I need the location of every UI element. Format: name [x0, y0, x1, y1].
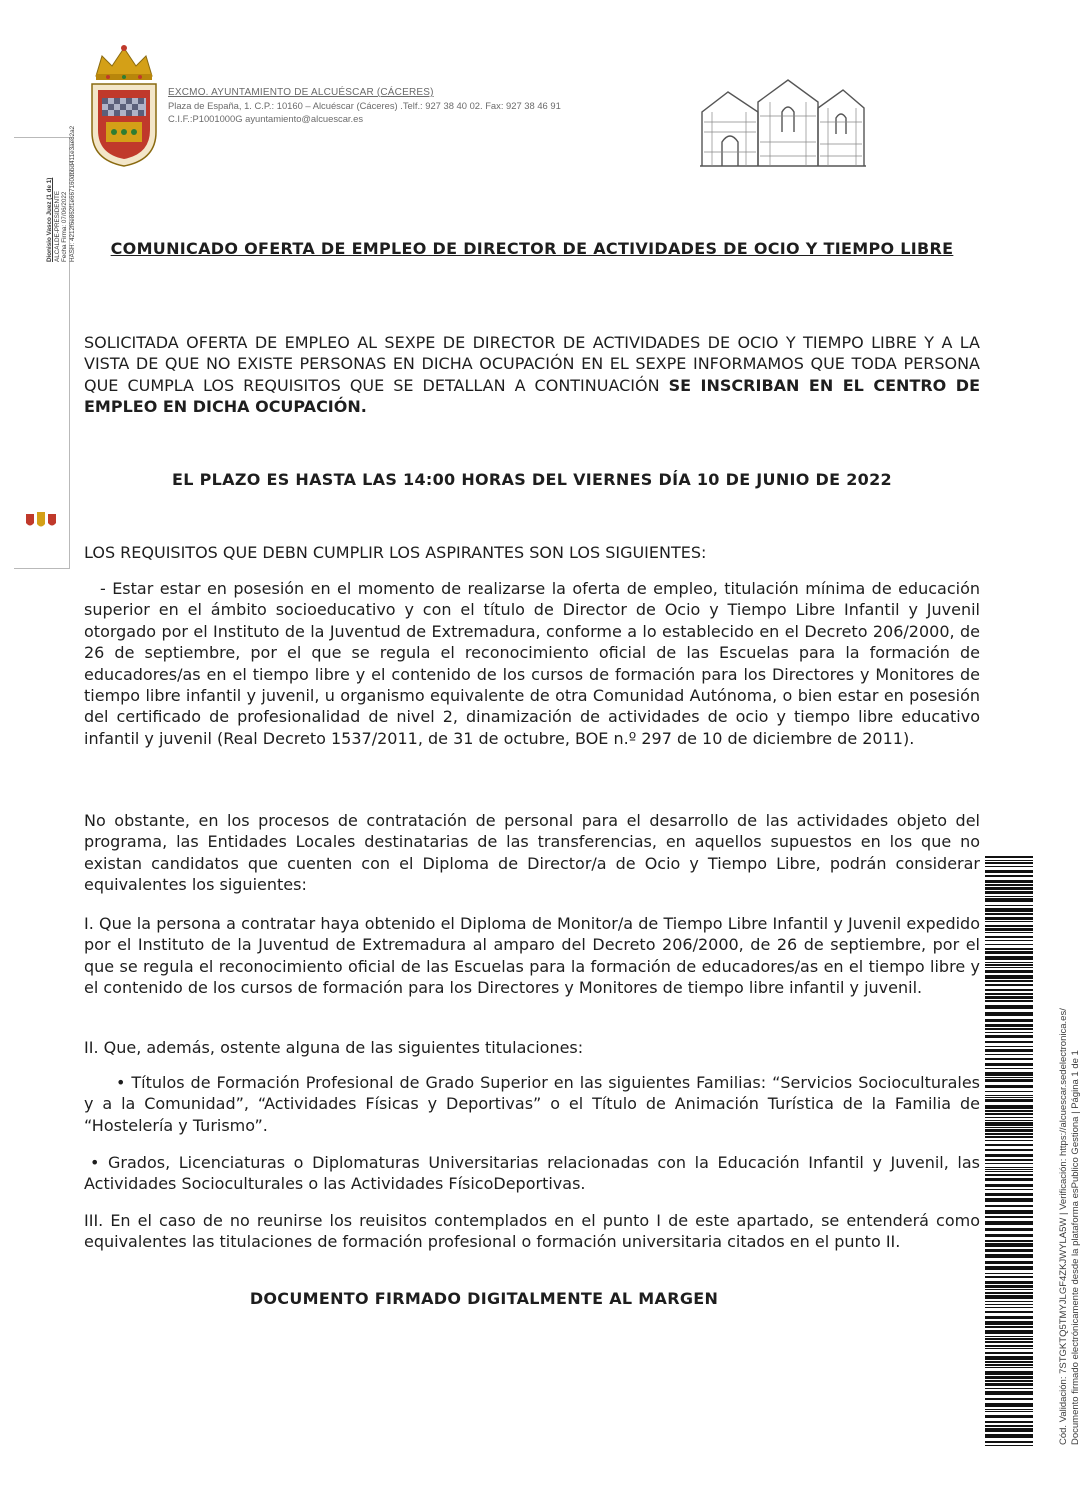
verification-text [1058, 855, 1082, 1445]
org-name: EXCMO. AYUNTAMIENTO DE ALCUÉSCAR (CÁCERES) [168, 87, 434, 98]
barcode-stripe [985, 1352, 1033, 1354]
barcode-stripe [985, 970, 1033, 973]
barcode-stripe [985, 1348, 1033, 1349]
barcode-stripe [985, 1077, 1033, 1078]
barcode-stripe [985, 1336, 1033, 1337]
barcode-stripe [985, 1371, 1033, 1375]
barcode-stripe [985, 925, 1033, 927]
bullet-fp-titles: • Títulos de Formación Profesional de Grado Superior en las siguientes Familias: “Servicios Socioculturales y a la Comunidad”, “Actividades Físicas y Deportivas” o el Título de Animación Turística de la Familia de “Hostelería y Turismo”. [84, 1073, 980, 1135]
signer-name: Dionisio Vasco Juez (1 de 1) [46, 177, 53, 262]
church-sketch-image [698, 72, 868, 168]
barcode-stripe [985, 1174, 1033, 1176]
barcode-stripe [985, 1292, 1033, 1294]
deadline-notice: EL PLAZO ES HASTA LAS 14:00 HORAS DEL VIERNES DÍA 10 DE JUNIO DE 2022 [172, 470, 892, 489]
barcode-stripe [985, 1316, 1033, 1319]
point-two-paragraph: II. Que, además, ostente alguna de las siguientes titulaciones: [84, 1038, 584, 1057]
barcode-stripe [985, 932, 1033, 933]
barcode-stripe [985, 1281, 1033, 1284]
barcode-stripe [985, 1097, 1033, 1098]
barcode-stripe [985, 1054, 1033, 1055]
barcode-stripe [985, 1276, 1033, 1278]
coat-of-arms-logo [88, 42, 160, 168]
barcode-stripe [985, 1095, 1033, 1096]
org-address: Plaza de España, 1. C.P.: 10160 – Alcuéscar (Cáceres) .Telf.: 927 38 40 02. Fax: 927 38 46 91 [168, 100, 561, 111]
barcode-stripe [985, 1421, 1033, 1423]
barcode-stripe [985, 896, 1033, 897]
barcode-stripe [985, 1068, 1033, 1069]
barcode-stripe [985, 1341, 1033, 1343]
barcode-stripe [985, 880, 1033, 883]
barcode-stripe [985, 1113, 1033, 1115]
barcode-stripe [985, 1144, 1033, 1146]
barcode-stripe [985, 1091, 1033, 1092]
barcode-stripe [985, 989, 1033, 991]
barcode-stripe [985, 1184, 1033, 1187]
barcode-stripe [985, 1361, 1033, 1363]
intro-paragraph [84, 332, 980, 418]
barcode-stripe [985, 980, 1033, 982]
barcode-stripe [985, 1216, 1033, 1218]
barcode-stripe [985, 1380, 1033, 1382]
barcode-stripe [985, 940, 1033, 941]
requirement-paragraph: - Estar estar en posesión en el momento de realizarse la oferta de empleo, titulación mínima de educación superior en el ámbito socioeducativo y con el título de Director de Ocio y Tiempo Libre Infantil y Juvenil otorgado por el Instituto de la Juventud de Extremadura, conforme a lo establecido en el Decreto 206/2000, de 26 de septiembre, por el que se regula el reconocimiento oficial de las Escuelas para la formación de educadores/as en el tiempo libre y el contenido de los cursos de formación para los Directores y Monitores de tiempo libre infantil y juvenil, u organismo equivalente de otra Comunidad Autónoma, o bien estar en posesión del certificado de profesionalidad de nivel 2, dinamización de actividades de ocio y tiempo libre educativo infantil y juvenil (Real Decreto 1537/2011, de 31 de octubre, BOE n.º 297 de 10 de diciembre de 2011). [84, 579, 980, 748]
barcode-stripe [985, 1120, 1033, 1121]
barcode-stripe [985, 1019, 1033, 1022]
barcode-stripe [985, 1099, 1033, 1102]
barcode-stripe [985, 964, 1033, 966]
barcode-stripe [985, 951, 1033, 954]
verification-line-1: Cód. Validación: 7STGKTQ5TMYJLGF4ZKJWYLA5W | Verificación: https://alcuescar.sedelectronica.es/ [1058, 1008, 1069, 1445]
barcode-stripe [985, 856, 1033, 858]
barcode-stripe [985, 1391, 1033, 1395]
barcode-stripe [985, 1110, 1033, 1112]
barcode-stripe [985, 1159, 1033, 1161]
barcode-stripe [985, 1005, 1033, 1009]
barcode-stripe [985, 1171, 1033, 1172]
barcode-stripe [985, 862, 1033, 864]
barcode-stripe [985, 1189, 1033, 1190]
barcode-stripe [985, 1301, 1033, 1302]
barcode-stripe [985, 870, 1033, 873]
barcode-stripe [985, 1127, 1033, 1128]
barcode-stripe [985, 1032, 1033, 1033]
barcode-stripe [985, 1425, 1033, 1427]
barcode-stripe [985, 1129, 1033, 1132]
barcode-stripe [985, 1178, 1033, 1181]
barcode-stripe [985, 1163, 1033, 1164]
barcode-stripe [985, 1388, 1033, 1389]
barcode-stripe [985, 1193, 1033, 1196]
letterhead [88, 42, 878, 172]
barcode-stripe [985, 1441, 1033, 1443]
barcode-stripe [985, 1105, 1033, 1109]
verification-line-2: Documento firmado electrónicamente desde la plataforma esPublico Gestiona | Página 1 de 1 [1070, 1050, 1081, 1445]
letterhead-text [168, 86, 561, 125]
barcode-stripe [985, 921, 1033, 922]
barcode-stripe [985, 1311, 1033, 1313]
barcode-stripe [985, 1249, 1033, 1252]
barcode-stripe [985, 917, 1033, 920]
barcode-stripe [985, 1058, 1033, 1060]
barcode-stripe [985, 898, 1033, 902]
barcode-stripe [985, 1049, 1033, 1052]
barcode-stripe [985, 1035, 1033, 1038]
barcode-stripe [985, 1428, 1033, 1432]
barcode-stripe [985, 1136, 1033, 1138]
barcode-stripe [985, 1169, 1033, 1170]
point-one-paragraph: I. Que la persona a contratar haya obtenido el Diploma de Monitor/a de Tiempo Libre Infantil y Juvenil expedido por el Instituto de la Juventud de Extremadura al amparo del Decreto 206/2000, de 26 de septiembre, por el que se regula el reconocimiento oficial de las Escuelas para la formación de educadores/as en el tiempo libre y el contenido de los cursos de formación para los Directores y Monitores de tiempo libre infantil y juvenil. [84, 914, 980, 998]
digitally-signed-note: DOCUMENTO FIRMADO DIGITALMENTE AL MARGEN [249, 1289, 719, 1308]
barcode-stripe [985, 1234, 1033, 1237]
org-cif-email: C.I.F.:P1001000G ayuntamiento@alcuescar.es [168, 113, 364, 124]
barcode-stripe [985, 1205, 1033, 1207]
barcode-stripe [985, 1149, 1033, 1151]
barcode-stripe [985, 956, 1033, 960]
barcode-stripe [985, 1063, 1033, 1066]
barcode-stripe [985, 962, 1033, 963]
barcode-stripe [985, 1046, 1033, 1047]
barcode-stripe [985, 1403, 1033, 1407]
point-three-paragraph: III. En el caso de no reunirse los reuisitos contemplados en el punto I de este apartado, se entenderá como equivalentes las titulaciones de formación profesional o formación universitaria citados en el punto II. [84, 1211, 980, 1252]
barcode-stripe [985, 1415, 1033, 1418]
intro-text: SOLICITADA OFERTA DE EMPLEO AL SEXPE DE DIRECTOR DE ACTIVIDADES DE OCIO Y TIEMPO LIBRE Y A LA VISTA DE QUE NO EXISTE PERSONAS EN DICHA OCUPACIÓN EN EL SEXPE INFORMAMOS QUE TODA PERSONA QUE CUMPLA LOS REQUISITOS QUE SE DETALLAN A CONTINUACIÓN [84, 333, 980, 395]
barcode-stripe [985, 1376, 1033, 1379]
barcode-stripe [985, 1000, 1033, 1002]
barcode-stripe [985, 975, 1033, 979]
barcode-stripe [985, 1338, 1033, 1340]
barcode-stripe [985, 996, 1033, 999]
barcode-stripe [985, 891, 1033, 894]
barcode-stripe [985, 1085, 1033, 1088]
barcode-stripe [985, 1117, 1033, 1118]
signature-date: Fecha Firma: 07/06/2022 [61, 191, 69, 262]
bullet-university-degrees: • Grados, Licenciaturas o Diplomaturas Universitarias relacionadas con la Educación Infantil y Juvenil, las Actividades Socioculturales o las Actividades FísicoDeportivas. [84, 1153, 980, 1194]
barcode-stripe [985, 1367, 1033, 1368]
signer-role: ALCALDE-PRESIDENTE [53, 190, 61, 262]
barcode-stripe [985, 1295, 1033, 1299]
barcode-stripe [985, 1254, 1033, 1258]
barcode-stripe [985, 1285, 1033, 1288]
barcode-stripe [985, 1409, 1033, 1410]
intro-bold-text: SE INSCRIBAN EN EL CENTRO DE EMPLEO EN DICHA OCUPACIÓN. [84, 375, 980, 417]
barcode-stripe [985, 884, 1033, 886]
barcode-stripe [985, 948, 1033, 950]
barcode-stripe [985, 967, 1033, 968]
barcode-stripe [985, 1079, 1033, 1082]
barcode-stripe [985, 1321, 1033, 1325]
barcode-stripe [985, 1024, 1033, 1027]
barcode-stripe [985, 1228, 1033, 1231]
barcode-stripe [985, 887, 1033, 890]
barcode-stripe [985, 936, 1033, 938]
barcode-stripe [985, 1273, 1033, 1274]
barcode-stripe [985, 905, 1033, 906]
mini-crest-icon [24, 510, 58, 530]
barcode-stripe [985, 993, 1033, 995]
barcode-stripe [985, 1356, 1033, 1360]
barcode-stripe [985, 875, 1033, 877]
document-title: COMUNICADO OFERTA DE EMPLEO DE DIRECTOR DE ACTIVIDADES DE OCIO Y TIEMPO LIBRE [110, 239, 954, 258]
barcode-stripe [985, 1133, 1033, 1135]
barcode-stripe [985, 1012, 1033, 1016]
no-obstante-paragraph: No obstante, en los procesos de contratación de personal para el desarrollo de las actividades objeto del programa, las Entidades Locales destinatarias de las transferencias, en aquellos supuestos en los que no existan candidatos que cuenten con el Diploma de Director/a de Ocio y Tiempo Libre, podrán considerar equivalentes los siguientes: [84, 811, 980, 895]
barcode-stripe [985, 1122, 1033, 1126]
signature-hash: HASH: 4212f6e862f1e667160dbbd411e3ae82a2 [68, 125, 76, 262]
barcode-stripe [985, 866, 1033, 867]
barcode-stripe [985, 1330, 1033, 1334]
barcode-stripe [985, 1434, 1033, 1438]
barcode-stripe [985, 1167, 1033, 1168]
barcode-stripe [985, 913, 1033, 915]
barcode-stripe [985, 1383, 1033, 1386]
barcode-stripe [985, 984, 1033, 986]
barcode-stripe [985, 1072, 1033, 1076]
barcode-stripe [985, 928, 1033, 931]
barcode-stripe [985, 908, 1033, 912]
barcode-stripe [985, 1289, 1033, 1290]
barcode-stripe [985, 1326, 1033, 1328]
barcode-stripe [985, 1154, 1033, 1157]
barcode-stripe [985, 1041, 1033, 1043]
barcode-stripe [985, 1266, 1033, 1270]
barcode-stripe [985, 860, 1033, 861]
barcode-stripe [985, 1221, 1033, 1225]
barcode-stripe [985, 1307, 1033, 1308]
barcode-stripe [985, 1243, 1033, 1247]
verification-barcode [985, 856, 1033, 1446]
signature-margin-text [46, 62, 76, 262]
barcode-stripe [985, 1364, 1033, 1366]
barcode-stripe [985, 1411, 1033, 1412]
barcode-stripe [985, 1345, 1033, 1347]
barcode-stripe [985, 1445, 1033, 1446]
barcode-stripe [985, 1398, 1033, 1400]
barcode-stripe [985, 1261, 1033, 1264]
barcode-stripe [985, 944, 1033, 945]
barcode-stripe [985, 1240, 1033, 1242]
barcode-stripe [985, 1028, 1033, 1030]
barcode-stripe [985, 1140, 1033, 1141]
requirements-heading: LOS REQUISITOS QUE DEBN CUMPLIR LOS ASPIRANTES SON LOS SIGUIENTES: [84, 543, 707, 562]
barcode-stripe [985, 1304, 1033, 1305]
barcode-stripe [985, 1198, 1033, 1202]
barcode-stripe [985, 1210, 1033, 1214]
